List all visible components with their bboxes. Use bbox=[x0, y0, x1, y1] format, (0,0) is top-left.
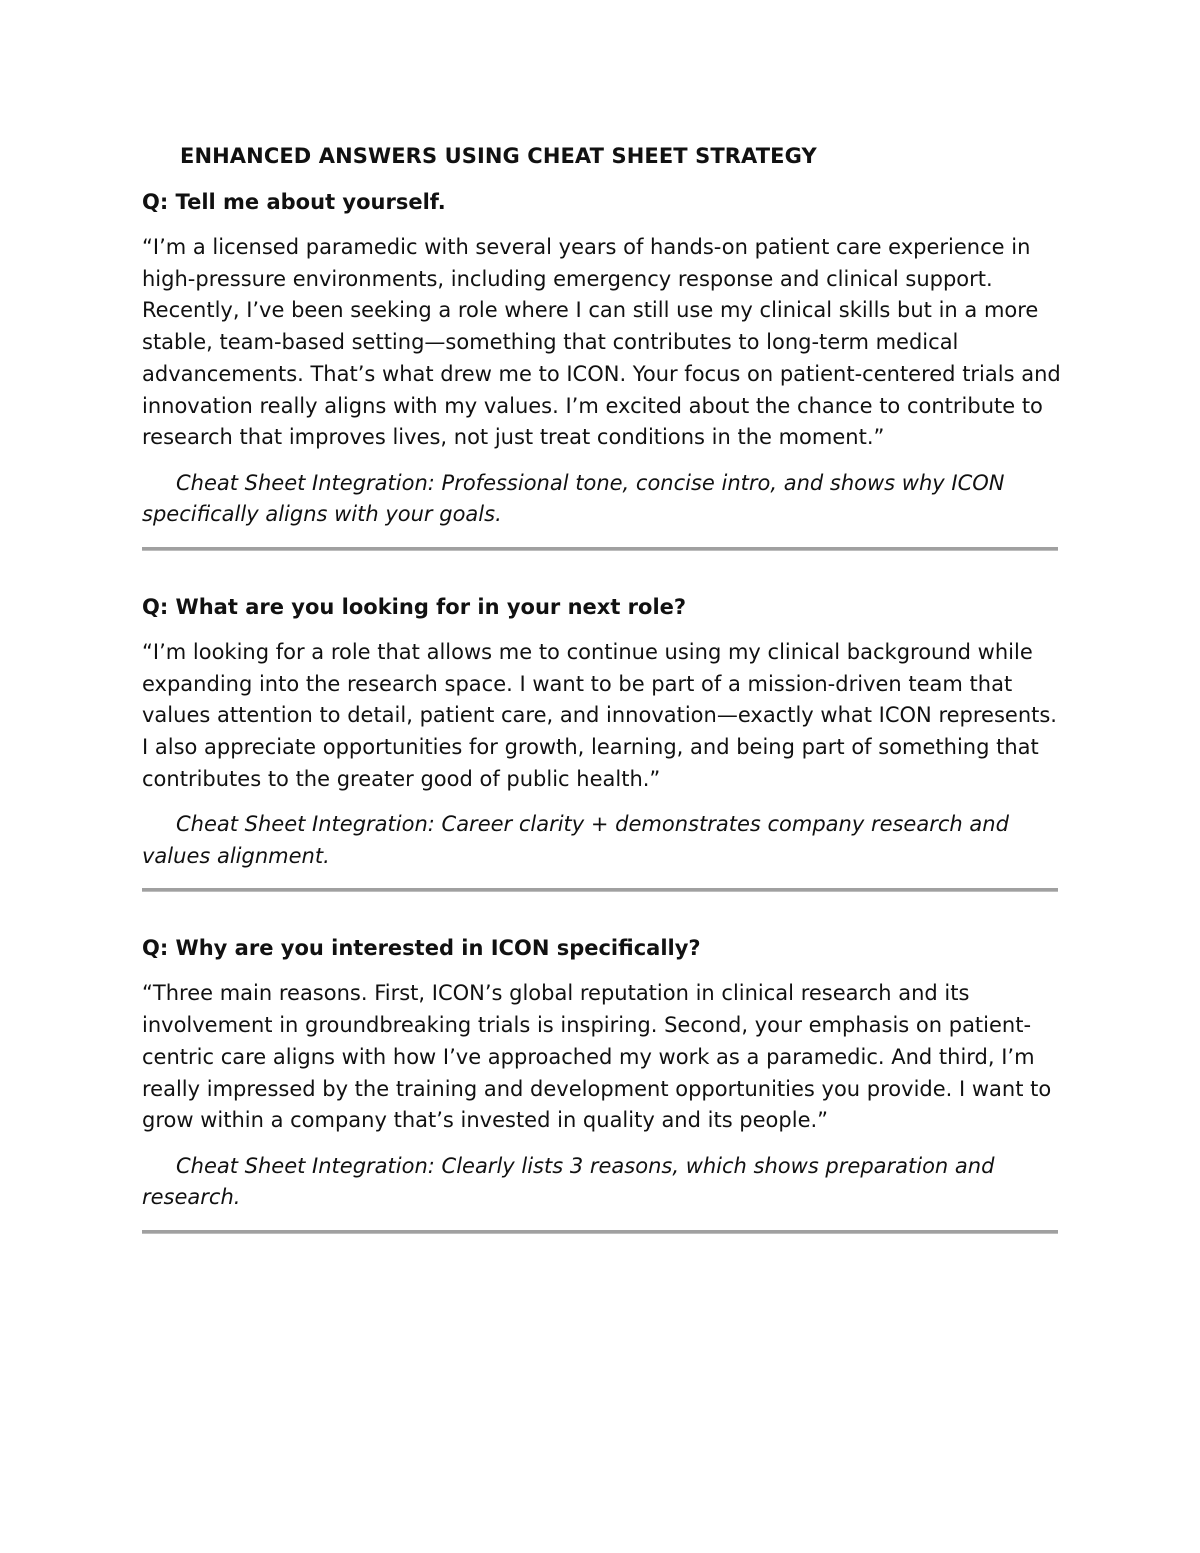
section-divider bbox=[142, 547, 1058, 551]
question: Q: What are you looking for in your next role? bbox=[142, 594, 687, 619]
answer: “I’m a licensed paramedic with several years of hands-on patient care experience in high-pressure environments, including emergency response and clinical support. Recently, I’ve been seeking a role where I can still use my clinical skills but in a more stable, team-based setting—something that contributes to long-term medical advancements. That’s what drew me to ICON. Your focus on patient-centered trials and innovation really aligns with my values. I’m excited about the chance to contribute to research that improves lives, not just treat conditions in the moment.” bbox=[142, 235, 1061, 450]
document-page bbox=[142, 140, 1062, 1234]
section-divider bbox=[142, 888, 1058, 892]
qa-section-2 bbox=[142, 591, 1062, 893]
cheat-sheet-note: Cheat Sheet Integration: Career clarity + demonstrates company research and values alignment. bbox=[142, 812, 1009, 868]
qa-section-1 bbox=[142, 186, 1062, 551]
section-divider bbox=[142, 1230, 1058, 1234]
cheat-sheet-note: Cheat Sheet Integration: Professional tone, concise intro, and shows why ICON specifically aligns with your goals. bbox=[142, 470, 1005, 527]
document-title: ENHANCED ANSWERS USING CHEAT SHEET STRATEGY bbox=[180, 144, 817, 168]
answer: “Three main reasons. First, ICON’s global reputation in clinical research and its involvement in groundbreaking trials is inspiring. Second, your emphasis on patient-centric care aligns with how I’ve approached my work as a paramedic. And third, I’m really impressed by the training and development opportunities you provide. I want to grow within a company that’s invested in quality and its people.” bbox=[142, 981, 1052, 1133]
answer: “I’m looking for a role that allows me to continue using my clinical background while expanding into the research space. I want to be part of a mission-driven team that values attention to detail, patient care, and innovation—exactly what ICON represents. I also appreciate opportunities for growth, learning, and being part of something that contributes to the greater good of public health.” bbox=[142, 639, 1057, 791]
question: Q: Tell me about yourself. bbox=[142, 190, 446, 214]
qa-section-3 bbox=[142, 932, 1062, 1234]
cheat-sheet-note: Cheat Sheet Integration: Clearly lists 3 reasons, which shows preparation and research. bbox=[142, 1153, 995, 1210]
question: Q: Why are you interested in ICON specifically? bbox=[142, 936, 701, 961]
